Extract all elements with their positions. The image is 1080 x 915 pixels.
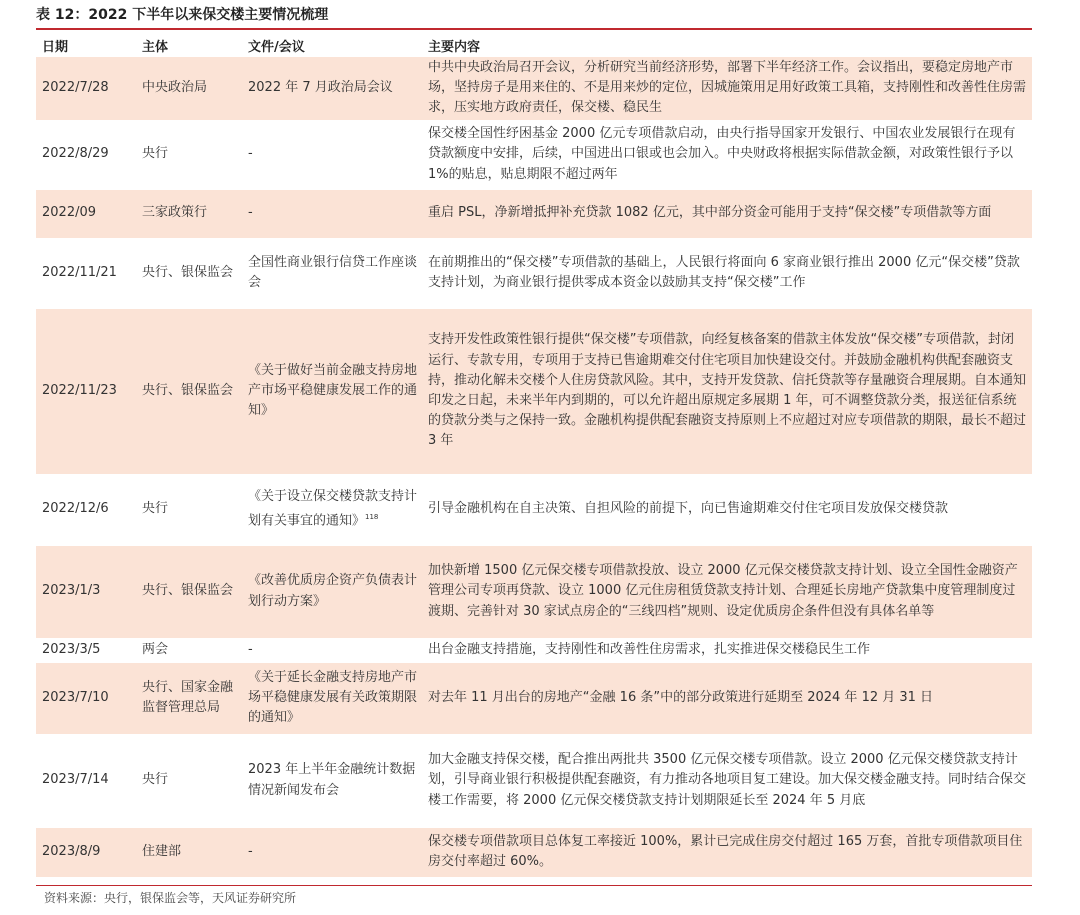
table-title: 表 12：2022 下半年以来保交楼主要情况梳理 <box>36 7 329 23</box>
row-doc: - <box>242 827 422 877</box>
row-content: 出台金融支持措施，支持刚性和改善性住房需求，扎实推进保交楼稳民生工作 <box>422 638 1032 662</box>
row-content: 保交楼全国性纾困基金 2000 亿元专项借款启动，由央行指导国家开发银行、中国农业发展银行在现有贷款额度中安排，后续，中国进出口银或也会加入。中央财政将根据实际借款金额，对政策性银行予以 1%的贴息，贴息期限不超过两年 <box>422 120 1032 189</box>
row-body: 央行 <box>136 734 242 827</box>
row-doc: - <box>242 120 422 189</box>
row-content: 重启 PSL，净新增抵押补充贷款 1082 亿元，其中部分资金可能用于支持“保交楼”专项借款等方面 <box>422 189 1032 238</box>
row-content: 保交楼专项借款项目总体复工率接近 100%，累计已完成住房交付超过 165 万套，首批专项借款项目住房交付率超过 60%。 <box>422 827 1032 877</box>
row-date: 2022/11/23 <box>36 308 136 474</box>
row-date: 2023/3/5 <box>36 638 136 662</box>
row-date: 2023/8/9 <box>36 827 136 877</box>
row-content: 在前期推出的“保交楼”专项借款的基础上，人民银行将面向 6 家商业银行推出 2000 亿元“保交楼”贷款支持计划，为商业银行提供零成本资金以鼓励其支持“保交楼”工作 <box>422 238 1032 308</box>
row-body: 央行、银保监会 <box>136 308 242 474</box>
table-row <box>36 545 1032 638</box>
table-row <box>36 638 1032 662</box>
table-row <box>36 662 1032 734</box>
table-row <box>36 474 1032 545</box>
row-content: 对去年 11 月出台的房地产“金融 16 条”中的部分政策进行延期至 2024 年 12 月 31 日 <box>422 662 1032 734</box>
header-date: 日期 <box>36 34 136 57</box>
policy-table <box>36 34 1032 878</box>
row-doc <box>242 474 422 545</box>
row-date: 2022/09 <box>36 189 136 238</box>
row-content: 引导金融机构在自主决策、自担风险的前提下，向已售逾期难交付住宅项目发放保交楼贷款 <box>422 474 1032 545</box>
top-rule <box>36 28 1032 30</box>
row-content: 中共中央政治局召开会议，分析研究当前经济形势，部署下半年经济工作。会议指出，要稳定房地产市场，坚持房子是用来住的、不是用来炒的定位，因城施策用足用好政策工具箱，支持刚性和改善性住房需求，压实地方政府责任，保交楼、稳民生 <box>422 57 1032 120</box>
header-row <box>36 34 1032 57</box>
row-date: 2022/8/29 <box>36 120 136 189</box>
table-row <box>36 734 1032 827</box>
row-doc: 2023 年上半年金融统计数据情况新闻发布会 <box>242 734 422 827</box>
row-body: 住建部 <box>136 827 242 877</box>
row-body: 央行 <box>136 474 242 545</box>
row-body: 中央政治局 <box>136 57 242 120</box>
row-date: 2023/1/3 <box>36 545 136 638</box>
row-body: 央行、银保监会 <box>136 545 242 638</box>
table-row <box>36 189 1032 238</box>
row-doc-text: 《关于设立保交楼贷款支持计划有关事宜的通知》 <box>248 489 418 529</box>
table-row <box>36 827 1032 877</box>
table-row <box>36 57 1032 120</box>
source-note: 资料来源：央行，银保监会等，天风证券研究所 <box>44 891 297 905</box>
row-doc: - <box>242 189 422 238</box>
table-row <box>36 308 1032 474</box>
row-content: 加大金融支持保交楼，配合推出两批共 3500 亿元保交楼专项借款。设立 2000 亿元保交楼贷款支持计划，引导商业银行积极提供配套融资，有力推动各地项目复工建设。加大保交楼金融支持。同时结合保交楼工作需要，将 2000 亿元保交楼贷款支持计划期限延长至 2024 年 5 月底 <box>422 734 1032 827</box>
bottom-rule <box>36 885 1032 886</box>
row-body: 央行、银保监会 <box>136 238 242 308</box>
header-body: 主体 <box>136 34 242 57</box>
row-body: 三家政策行 <box>136 189 242 238</box>
row-body: 央行、国家金融监督管理总局 <box>136 662 242 734</box>
row-doc: - <box>242 638 422 662</box>
row-date: 2022/11/21 <box>36 238 136 308</box>
row-doc: 《改善优质房企资产负债表计划行动方案》 <box>242 545 422 638</box>
row-date: 2022/7/28 <box>36 57 136 120</box>
row-body: 央行 <box>136 120 242 189</box>
row-content: 加快新增 1500 亿元保交楼专项借款投放、设立 2000 亿元保交楼贷款支持计划、设立全国性金融资产管理公司专项再贷款、设立 1000 亿元住房租赁贷款支持计划、合理延长房地产贷款集中度管理制度过渡期、完善针对 30 家试点房企的“三线四档”规则、设定优质房企条件但没有具体名单等 <box>422 545 1032 638</box>
row-doc: 2022 年 7 月政治局会议 <box>242 57 422 120</box>
row-doc: 《关于延长金融支持房地产市场平稳健康发展有关政策期限的通知》 <box>242 662 422 734</box>
footnote-ref: 118 <box>365 513 379 522</box>
row-date: 2023/7/14 <box>36 734 136 827</box>
table-row <box>36 238 1032 308</box>
row-content: 支持开发性政策性银行提供“保交楼”专项借款，向经复核备案的借款主体发放“保交楼”专项借款，封闭运行、专款专用，专项用于支持已售逾期难交付住宅项目加快建设交付。并鼓励金融机构供配套融资支持，推动化解未交楼个人住房贷款风险。其中，支持开发贷款、信托贷款等存量融资合理展期。自本通知印发之日起，未来半年内到期的，可以允许超出原规定多展期 1 年，可不调整贷款分类，报送征信系统的贷款分类与之保持一致。金融机构提供配套融资支持原则上不应超过对应专项借款的期限，最长不超过 3 年 <box>422 308 1032 474</box>
header-doc: 文件/会议 <box>242 34 422 57</box>
row-date: 2023/7/10 <box>36 662 136 734</box>
row-date: 2022/12/6 <box>36 474 136 545</box>
row-doc: 全国性商业银行信贷工作座谈会 <box>242 238 422 308</box>
row-body: 两会 <box>136 638 242 662</box>
header-content: 主要内容 <box>422 34 1032 57</box>
table-row <box>36 120 1032 189</box>
row-doc: 《关于做好当前金融支持房地产市场平稳健康发展工作的通知》 <box>242 308 422 474</box>
